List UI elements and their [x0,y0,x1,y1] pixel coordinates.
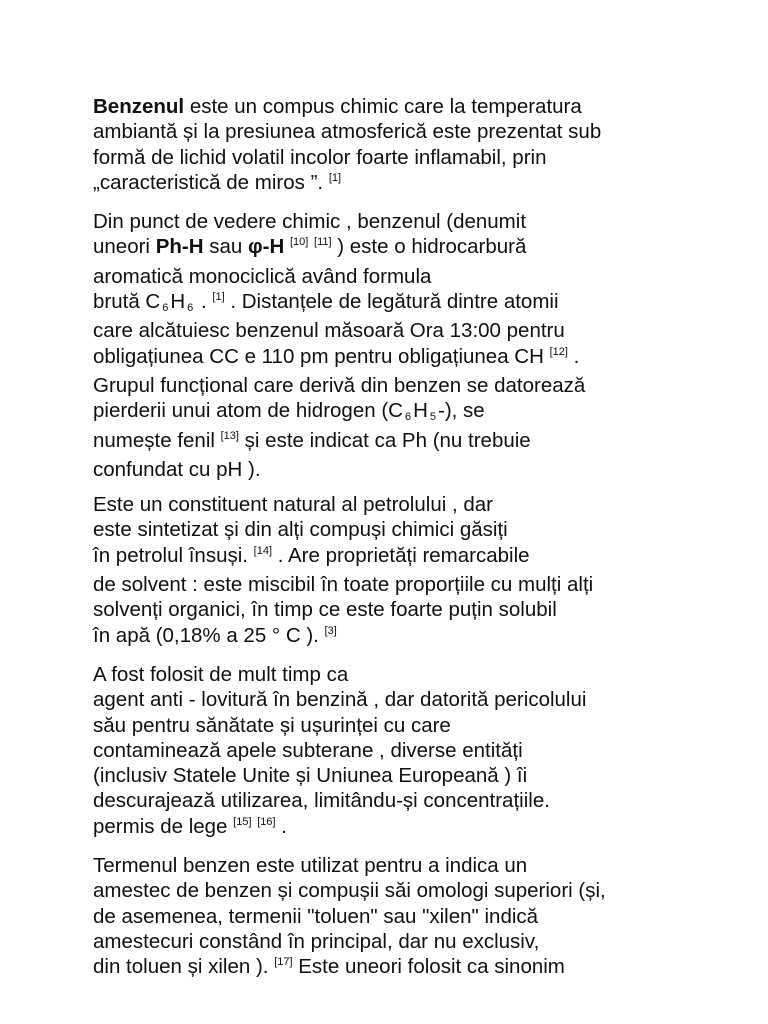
text-line: formă de lichid volatil incolor foarte inflamabil, prin [93,145,547,169]
text-line [93,543,703,572]
document-body [93,94,703,994]
text-span: Este uneori folosit ca sinonim [292,955,565,979]
text-span: sau [203,235,248,259]
text-line: este sintetizat și din alți compuși chimici găsiți [93,518,508,542]
text-line: A fost folosit de mult timp ca [93,662,349,686]
text-span: . Are proprietăți remarcabile [272,543,530,567]
text-line: de solvent : este miscibil în toate proporțiile cu mulți alți [93,573,594,597]
paragraph-chemistry [93,209,703,482]
text-span: . Distanțele de legătură dintre atomii [224,290,559,314]
text-line [93,428,703,457]
text-line: aromatică monociclică având formula [93,264,432,288]
text-span: este un compus chimic care la temperatura [184,95,582,118]
text-span: . [195,290,213,314]
text-span: H [170,290,186,314]
text-line: care alcătuiesc benzenul măsoară Ora 13:00 pentru [93,319,565,343]
text-span: H [413,399,428,423]
term-benzenul: Benzenul [93,95,185,118]
text-line [93,289,703,318]
reference-link[interactable]: [13] [220,429,239,442]
text-line [93,344,703,373]
paragraph-intro [93,94,703,199]
text-span: . [567,344,580,368]
text-line: Din punct de vedere chimic , benzenul (denumit [93,210,527,234]
text-line: de asemenea, termenii "toluen" sau "xilen" indică [93,904,539,928]
text-span: în petrolul însuși. [93,543,254,567]
text-line [93,398,703,427]
reference-link[interactable]: [10] [289,236,309,249]
text-span: pierderii unui atom de hidrogen (C [93,399,403,423]
text-span: brută C [93,290,161,314]
reference-link[interactable]: [3] [324,624,337,637]
text-span: -), se [438,399,485,423]
paragraph-usage [93,662,703,843]
reference-link[interactable]: [11] [314,236,332,249]
reference-link[interactable]: [15] [233,815,252,828]
text-span: numește fenil [93,428,221,452]
text-line [93,814,703,843]
text-line: Este un constituent natural al petrolului , dar [93,493,493,517]
reference-link[interactable]: [1] [212,291,225,304]
text-span: în apă (0,18% a 25 ° C ). [93,623,325,647]
reference-link[interactable]: [1] [328,171,342,184]
text-span: permis de lege [93,814,234,838]
reference-link[interactable]: [17] [274,956,293,969]
text-span: „caracteristică de miros ”. [93,170,329,194]
text-line: ambiantă și la presiunea atmosferică este prezentat sub [93,120,602,144]
text-line [93,170,703,199]
reference-link[interactable]: [12] [549,345,568,358]
text-line: confundat cu pH ). [93,457,261,481]
text-line: amestecuri constând în principal, dar nu exclusiv, [93,929,540,953]
subscript: 6 [162,302,169,315]
text-span: și este indicat ca Ph (nu trebuie [238,428,531,452]
text-span: . [275,814,287,838]
paragraph-term [93,853,703,983]
term-phi-h: φ-H [247,235,285,259]
text-line: amestec de benzen și compușii săi omologi superiori (și, [93,879,606,903]
text-line: agent anti - lovitură în benzină , dar datorită pericolului [93,688,587,712]
subscript: 6 [187,302,194,315]
text-span: din toluen și xilen ). [93,955,275,979]
text-line: Termenul benzen este utilizat pentru a indica un [93,854,528,878]
paragraph-petroleum [93,492,703,652]
reference-link[interactable]: [14] [253,544,273,557]
text-span: ) este o hidrocarbură [331,235,527,259]
text-span: uneori [93,235,156,259]
reference-link[interactable]: [16] [257,815,276,828]
text-line [93,94,703,119]
text-line: său pentru sănătate și ușurinței cu care [93,713,451,737]
text-line [93,234,703,263]
text-span: obligațiunea CC e 110 pm pentru obligațiunea CH [93,344,550,368]
term-ph-h: Ph-H [155,235,204,259]
text-line: solvenți organici, în timp ce este foarte puțin solubil [93,598,557,622]
text-line [93,954,703,983]
text-line [93,623,703,652]
text-line: Grupul funcțional care derivă din benzen se datorează [93,373,586,397]
subscript: 6 [404,411,412,424]
text-line: contaminează apele subterane , diverse entități [93,738,523,762]
subscript: 5 [429,411,437,424]
text-line: descurajează utilizarea, limitându-și concentrațiile. [93,789,550,813]
text-line: (inclusiv Statele Unite și Uniunea Europeană ) îi [93,764,528,788]
